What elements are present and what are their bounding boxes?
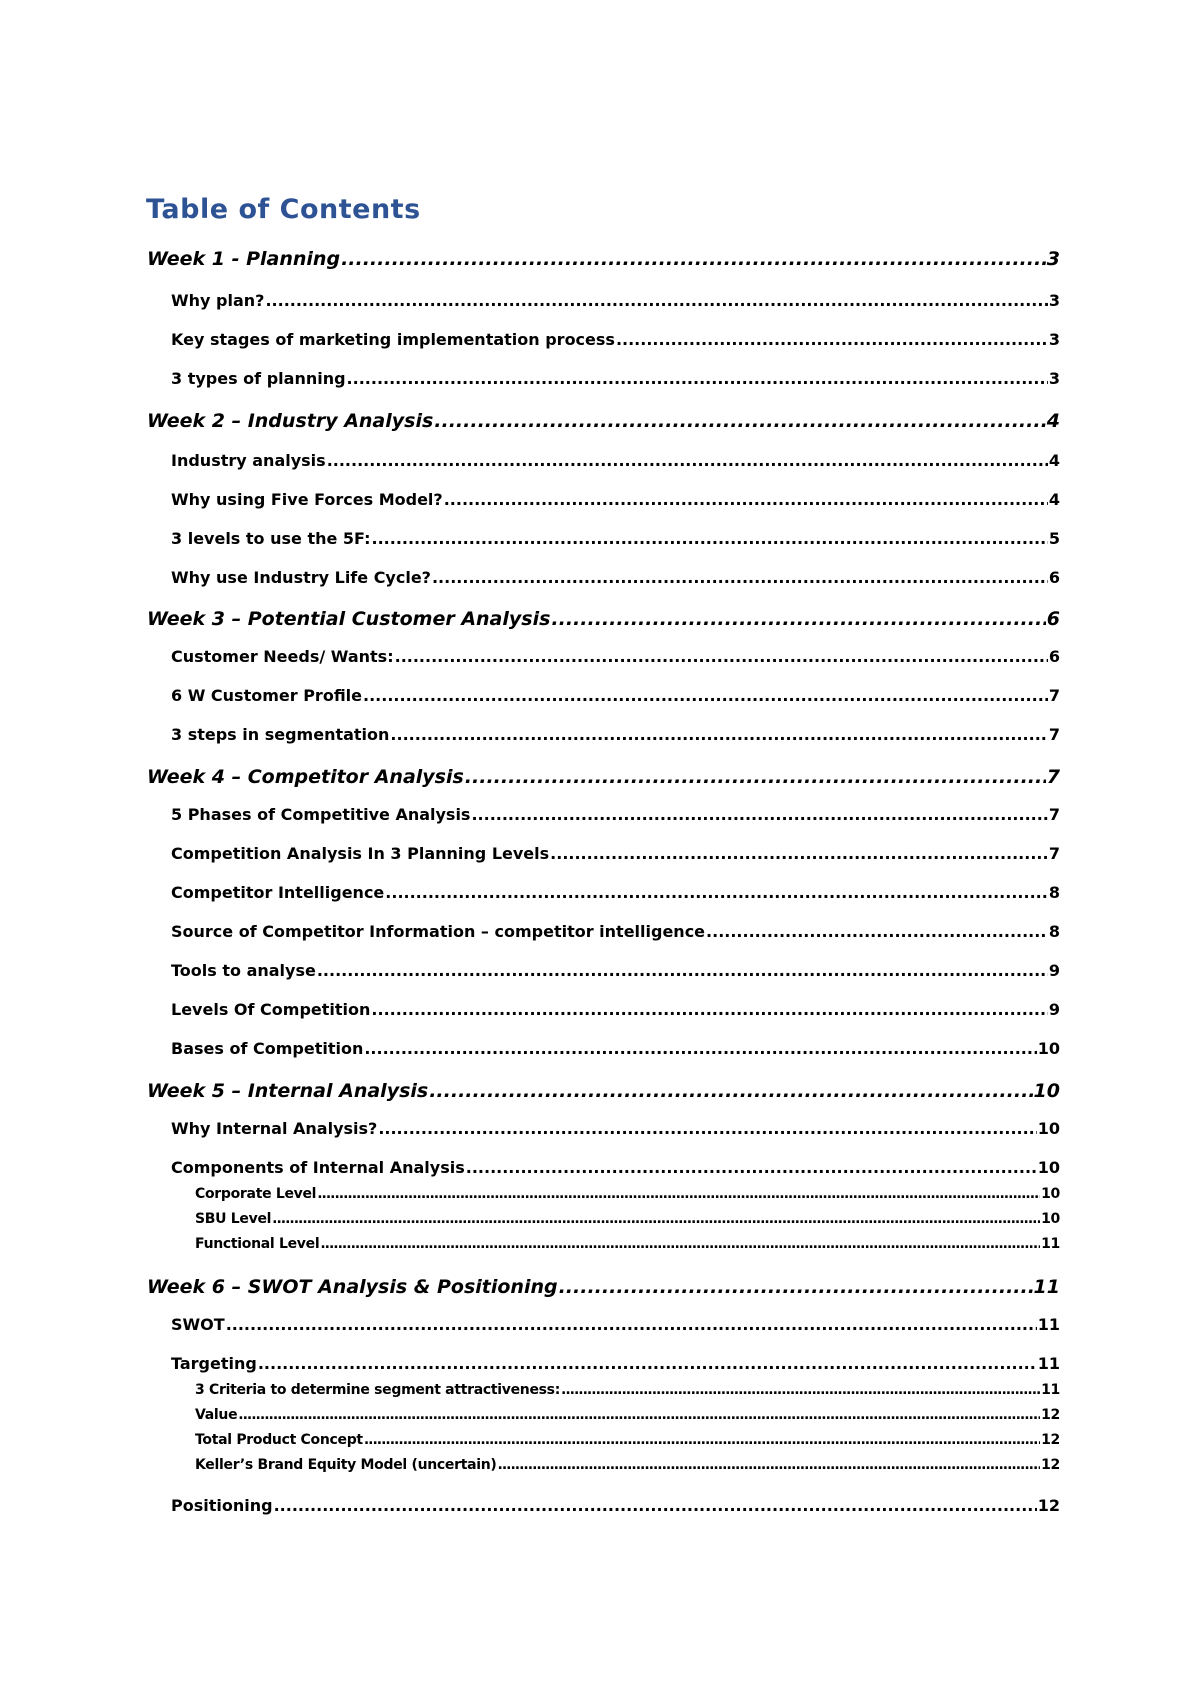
toc-section-entry[interactable] bbox=[171, 1117, 1060, 1141]
toc-dot-leader bbox=[390, 723, 1047, 747]
toc-dot-leader bbox=[364, 1430, 1040, 1451]
toc-dot-leader bbox=[258, 1352, 1037, 1376]
toc-subsection-entry[interactable] bbox=[195, 1209, 1060, 1230]
toc-entry-page-number: 8 bbox=[1048, 922, 1060, 941]
toc-section-entry[interactable] bbox=[171, 1313, 1060, 1337]
toc-entry-page-number: 6 bbox=[1048, 568, 1060, 587]
toc-section-entry[interactable] bbox=[171, 488, 1060, 512]
toc-dot-leader bbox=[226, 1313, 1037, 1337]
toc-entry-page-number: 9 bbox=[1048, 961, 1060, 980]
toc-section-entry[interactable] bbox=[171, 842, 1060, 866]
toc-section-entry[interactable] bbox=[171, 1494, 1060, 1518]
toc-section-entry[interactable] bbox=[171, 328, 1060, 352]
toc-dot-leader bbox=[465, 763, 1046, 791]
toc-entry-page-number: 3 bbox=[1048, 291, 1060, 310]
toc-dot-leader bbox=[444, 488, 1048, 512]
toc-section-entry[interactable] bbox=[171, 723, 1060, 747]
toc-entry-page-number: 10 bbox=[1037, 1039, 1060, 1058]
toc-entry-label: Why Internal Analysis? bbox=[171, 1119, 378, 1138]
toc-entry-label: Functional Level bbox=[195, 1236, 320, 1252]
toc-dot-leader bbox=[317, 959, 1048, 983]
toc-entry-label: Source of Competitor Information – competitor intelligence bbox=[171, 922, 706, 941]
toc-entry-label: 3 levels to use the 5F: bbox=[171, 529, 371, 548]
toc-section-entry[interactable] bbox=[171, 527, 1060, 551]
toc-entry-label: Total Product Concept bbox=[195, 1432, 363, 1448]
toc-dot-leader bbox=[341, 245, 1046, 273]
toc-dot-leader bbox=[559, 1273, 1033, 1301]
toc-entry-label: Value bbox=[195, 1407, 238, 1423]
toc-heading-entry[interactable] bbox=[147, 605, 1060, 633]
toc-dot-leader bbox=[550, 842, 1048, 866]
toc-entry-page-number: 10 bbox=[1041, 1186, 1060, 1202]
toc-entry-label: Week 2 – Industry Analysis bbox=[147, 410, 434, 432]
toc-entry-label: Customer Needs/ Wants: bbox=[171, 647, 394, 666]
toc-dot-leader bbox=[364, 1037, 1036, 1061]
toc-entry-page-number: 7 bbox=[1048, 725, 1060, 744]
toc-entry-label: Positioning bbox=[171, 1496, 273, 1515]
toc-entry-page-number: 4 bbox=[1046, 410, 1060, 432]
toc-entry-label: Why plan? bbox=[171, 291, 265, 310]
toc-section-entry[interactable] bbox=[171, 1156, 1060, 1180]
toc-entry-label: Week 1 - Planning bbox=[147, 248, 341, 270]
toc-entry-page-number: 7 bbox=[1048, 805, 1060, 824]
toc-entry-label: Industry analysis bbox=[171, 451, 326, 470]
toc-dot-leader bbox=[395, 645, 1048, 669]
toc-dot-leader bbox=[320, 1234, 1040, 1255]
toc-subsection-entry[interactable] bbox=[195, 1455, 1060, 1476]
toc-entry-page-number: 6 bbox=[1046, 608, 1060, 630]
toc-entry-label: 3 steps in segmentation bbox=[171, 725, 390, 744]
toc-entry-page-number: 3 bbox=[1048, 330, 1060, 349]
toc-entry-label: Keller’s Brand Equity Model (uncertain) bbox=[195, 1457, 497, 1473]
toc-section-entry[interactable] bbox=[171, 920, 1060, 944]
toc-dot-leader bbox=[347, 367, 1048, 391]
toc-entry-label: Tools to analyse bbox=[171, 961, 316, 980]
toc-entry-page-number: 11 bbox=[1033, 1276, 1060, 1298]
toc-entry-page-number: 12 bbox=[1041, 1407, 1060, 1423]
toc-entry-page-number: 12 bbox=[1041, 1432, 1060, 1448]
toc-entry-label: Week 5 – Internal Analysis bbox=[147, 1080, 429, 1102]
toc-dot-leader bbox=[498, 1455, 1041, 1476]
toc-entry-label: Why use Industry Life Cycle? bbox=[171, 568, 431, 587]
toc-dot-leader bbox=[238, 1405, 1040, 1426]
toc-entry-label: Competition Analysis In 3 Planning Levels bbox=[171, 844, 550, 863]
toc-entry-label: 6 W Customer Profile bbox=[171, 686, 363, 705]
toc-dot-leader bbox=[274, 1494, 1037, 1518]
toc-entry-label: Targeting bbox=[171, 1354, 257, 1373]
toc-heading-entry[interactable] bbox=[147, 763, 1060, 791]
toc-entry-label: 5 Phases of Competitive Analysis bbox=[171, 805, 471, 824]
toc-dot-leader bbox=[551, 605, 1045, 633]
toc-section-entry[interactable] bbox=[171, 959, 1060, 983]
toc-section-entry[interactable] bbox=[171, 289, 1060, 313]
toc-heading-entry[interactable] bbox=[147, 1077, 1060, 1105]
toc-entry-page-number: 7 bbox=[1048, 686, 1060, 705]
toc-section-entry[interactable] bbox=[171, 1037, 1060, 1061]
toc-entry-page-number: 4 bbox=[1048, 490, 1060, 509]
toc-subsection-entry[interactable] bbox=[195, 1184, 1060, 1205]
toc-dot-leader bbox=[429, 1077, 1032, 1105]
toc-entry-page-number: 5 bbox=[1048, 529, 1060, 548]
toc-entry-page-number: 3 bbox=[1046, 248, 1060, 270]
toc-subsection-entry[interactable] bbox=[195, 1405, 1060, 1426]
toc-dot-leader bbox=[471, 803, 1047, 827]
toc-entry-page-number: 11 bbox=[1037, 1354, 1060, 1373]
toc-entry-page-number: 10 bbox=[1033, 1080, 1060, 1102]
toc-entry-page-number: 11 bbox=[1041, 1236, 1060, 1252]
toc-entry-label: SBU Level bbox=[195, 1211, 272, 1227]
toc-entry-page-number: 4 bbox=[1048, 451, 1060, 470]
toc-dot-leader bbox=[434, 407, 1045, 435]
toc-dot-leader bbox=[616, 328, 1048, 352]
toc-entry-label: Bases of Competition bbox=[171, 1039, 364, 1058]
toc-entry-label: Week 4 – Competitor Analysis bbox=[147, 766, 464, 788]
toc-subsection-entry[interactable] bbox=[195, 1234, 1060, 1255]
toc-dot-leader bbox=[327, 449, 1048, 473]
toc-section-entry[interactable] bbox=[171, 684, 1060, 708]
toc-entry-label: Week 6 – SWOT Analysis & Positioning bbox=[147, 1276, 558, 1298]
toc-entry-page-number: 3 bbox=[1048, 369, 1060, 388]
toc-entry-page-number: 7 bbox=[1046, 766, 1060, 788]
toc-entry-page-number: 11 bbox=[1037, 1315, 1060, 1334]
toc-entry-label: Why using Five Forces Model? bbox=[171, 490, 443, 509]
toc-entry-label: Competitor Intelligence bbox=[171, 883, 385, 902]
toc-heading-entry[interactable] bbox=[147, 1273, 1060, 1301]
toc-entry-page-number: 10 bbox=[1037, 1119, 1060, 1138]
toc-dot-leader bbox=[272, 1209, 1040, 1230]
toc-dot-leader bbox=[466, 1156, 1037, 1180]
toc-heading-entry[interactable] bbox=[147, 407, 1060, 435]
toc-dot-leader bbox=[372, 527, 1048, 551]
toc-entry-label: 3 Criteria to determine segment attractiveness: bbox=[195, 1382, 561, 1398]
toc-section-entry[interactable] bbox=[171, 881, 1060, 905]
toc-section-entry[interactable] bbox=[171, 449, 1060, 473]
toc-dot-leader bbox=[371, 998, 1047, 1022]
toc-entry-page-number: 11 bbox=[1041, 1382, 1060, 1398]
toc-entry-page-number: 8 bbox=[1048, 883, 1060, 902]
toc-entry-label: 3 types of planning bbox=[171, 369, 346, 388]
toc-dot-leader bbox=[317, 1184, 1040, 1205]
toc-entry-label: Levels Of Competition bbox=[171, 1000, 371, 1019]
toc-entry-page-number: 12 bbox=[1041, 1457, 1060, 1473]
toc-entry-label: Corporate Level bbox=[195, 1186, 317, 1202]
toc-entry-page-number: 12 bbox=[1037, 1496, 1060, 1515]
toc-dot-leader bbox=[363, 684, 1048, 708]
toc-entry-page-number: 9 bbox=[1048, 1000, 1060, 1019]
toc-section-entry[interactable] bbox=[171, 1352, 1060, 1376]
toc-entry-label: Components of Internal Analysis bbox=[171, 1158, 465, 1177]
toc-entry-page-number: 7 bbox=[1048, 844, 1060, 863]
toc-dot-leader bbox=[378, 1117, 1036, 1141]
toc-entry-page-number: 10 bbox=[1037, 1158, 1060, 1177]
toc-entry-label: SWOT bbox=[171, 1315, 225, 1334]
toc-dot-leader bbox=[265, 289, 1047, 313]
toc-heading-entry[interactable] bbox=[147, 245, 1060, 273]
toc-dot-leader bbox=[561, 1380, 1040, 1401]
toc-dot-leader bbox=[706, 920, 1048, 944]
toc-section-entry[interactable] bbox=[171, 367, 1060, 391]
toc-section-entry[interactable] bbox=[171, 566, 1060, 590]
toc-section-entry[interactable] bbox=[171, 803, 1060, 827]
toc-section-entry[interactable] bbox=[171, 998, 1060, 1022]
toc-entry-page-number: 6 bbox=[1048, 647, 1060, 666]
toc-subsection-entry[interactable] bbox=[195, 1380, 1060, 1401]
toc-entry-label: Key stages of marketing implementation process bbox=[171, 330, 615, 349]
toc-subsection-entry[interactable] bbox=[195, 1430, 1060, 1451]
toc-dot-leader bbox=[385, 881, 1048, 905]
toc-section-entry[interactable] bbox=[171, 645, 1060, 669]
toc-entry-page-number: 10 bbox=[1041, 1211, 1060, 1227]
toc-title: Table of Contents bbox=[146, 194, 421, 225]
toc-dot-leader bbox=[432, 566, 1048, 590]
toc-entry-label: Week 3 – Potential Customer Analysis bbox=[147, 608, 551, 630]
